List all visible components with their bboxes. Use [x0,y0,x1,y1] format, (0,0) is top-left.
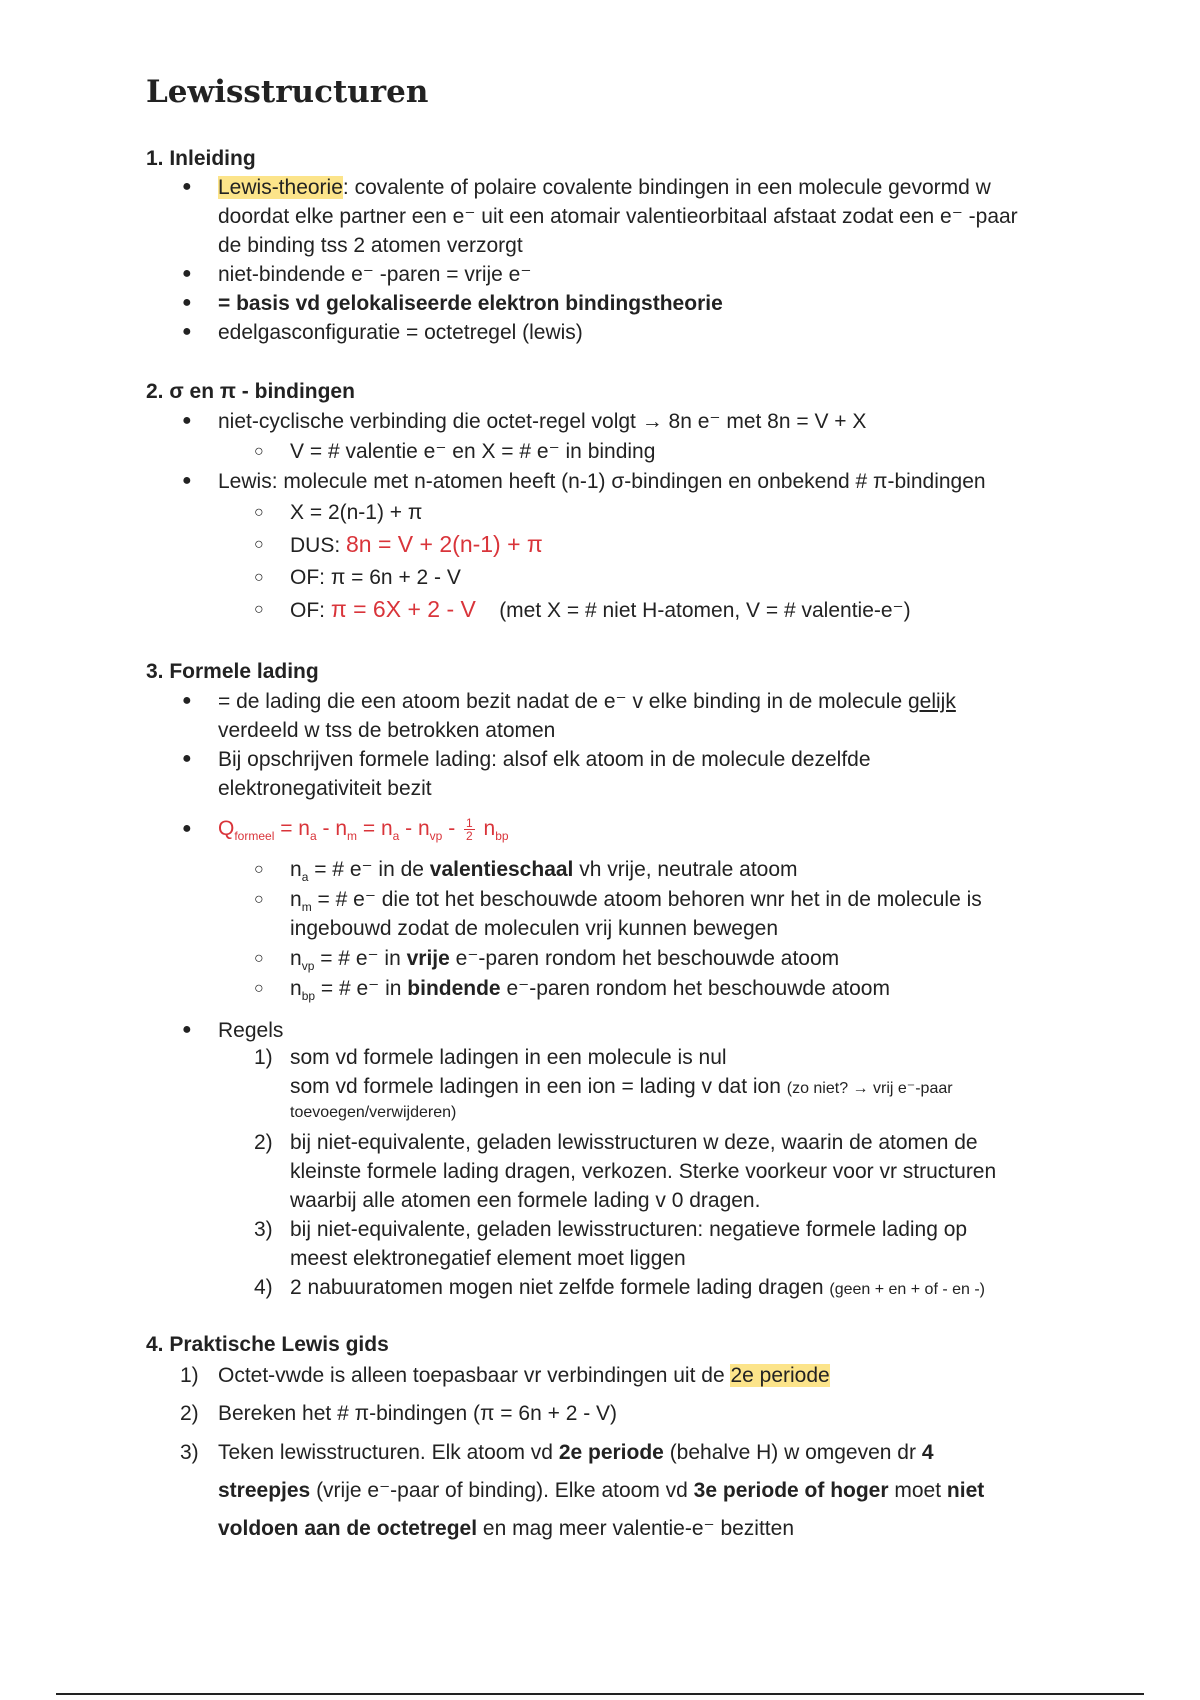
text: moet [888,1479,947,1502]
subscript: a [392,829,400,844]
bullet-circle: ○ [254,950,264,967]
bullet-circle: ○ [254,536,264,553]
guide-item-1 [218,1361,830,1390]
bullet-circle: ○ [254,891,264,908]
rule-2-line-2: kleinste formele lading dragen, verkozen. Sterke voorkeur voor vr structuren [290,1160,997,1183]
text: (met X = # niet H-atomen, V = # valentie-e⁻) [499,599,911,622]
page-title: Lewisstructuren [146,74,429,110]
bold-text: bindende [407,977,501,1000]
text: : covalente of polaire covalente bindingen in een molecule gevormd w [342,176,991,199]
section-heading-praktische-lewis-gids: 4. Praktische Lewis gids [146,1333,389,1356]
rule-1-line-1: som vd formele ladingen in een molecule is nul [290,1046,727,1069]
text: = de lading die een atoom bezit nadat de e⁻ v elke binding in de molecule [218,690,908,713]
s1-bullet-3: = basis vd gelokaliseerde elektron bindingstheorie [218,292,723,315]
bullet-dot: ● [182,265,192,282]
s3-bullet-1-line-1 [218,687,956,716]
s2-sub-4 [290,595,911,625]
list-number: 1) [180,1364,199,1387]
guide-item-3-line-1 [218,1438,934,1467]
text: 2 nabuuratomen mogen niet zelfde formele lading dragen [290,1276,830,1299]
bullet-circle: ○ [254,504,264,521]
text: en mag meer valentie-e⁻ bezitten [477,1517,794,1540]
bold-text: 2e periode [558,1441,664,1464]
text: - n [399,817,430,840]
text: (vrije e⁻-paar of binding). Elke atoom vd [310,1479,694,1502]
bullet-dot: ● [182,1021,192,1038]
bold-text: 3e periode of hoger [693,1479,889,1502]
bullet-dot: ● [182,323,192,340]
text: som vd formele ladingen in een ion = lading v dat ion [290,1075,787,1098]
small-text: (zo niet? → vrij e⁻-paar [786,1080,953,1097]
bullet-dot: ● [182,472,192,489]
bold-text: voldoen aan de octetregel [218,1517,478,1540]
small-text: (geen + en + of - en -) [829,1281,986,1298]
text: n [290,977,302,1000]
bullet-dot: ● [182,750,192,767]
text: e⁻-paren rondom het beschouwde atoom [449,947,840,970]
bold-text: streepjes [218,1479,311,1502]
red-formula: π = 6X + 2 - V [330,596,476,622]
text: - n [316,817,348,840]
rule-number: 3) [254,1218,273,1241]
s1-bullet-2: niet-bindende e⁻ -paren = vrije e⁻ [218,263,532,286]
numerator: 1 [466,815,473,830]
bold-text: vrije [406,947,450,970]
s2-sub-2 [290,530,543,560]
text: Q [218,817,235,840]
s2-sub-3: OF: π = 6n + 2 - V [290,566,461,589]
s2-sub-1: X = 2(n-1) + π [290,501,423,524]
s1-bullet-1-line-1 [218,173,991,202]
list-number: 3) [180,1441,199,1464]
text: - [442,817,462,840]
subscript: formeel [234,829,275,844]
bold-text: niet [946,1479,985,1502]
rule-number: 1) [254,1046,273,1069]
bullet-circle: ○ [254,569,264,586]
bullet-dot: ● [182,692,192,709]
bullet-circle: ○ [254,443,264,460]
text: Teken lewisstructuren. Elk atoom vd [218,1441,559,1464]
rule-3-line-2: meest elektronegatief element moet liggen [290,1247,686,1270]
subscript: bp [495,829,509,844]
subscript: vp [429,829,443,844]
subscript: vp [301,959,315,974]
s3-bullet-2-line-1: Bij opschrijven formele lading: alsof elk atoom in de molecule dezelfde [218,748,871,771]
subscript: m [301,900,312,915]
text: n [290,858,302,881]
bullet-circle: ○ [254,980,264,997]
s2-bullet-2: Lewis: molecule met n-atomen heeft (n-1) σ-bindingen en onbekend # π-bindingen [218,470,986,493]
rule-number: 4) [254,1276,273,1299]
rule-1-line-3: toevoegen/verwijderen) [290,1104,457,1121]
red-formula: 8n = V + 2(n-1) + π [346,531,543,557]
guide-item-3-line-2 [218,1476,984,1505]
text: = # e⁻ die tot het beschouwde atoom behoren wnr het in de molecule is [311,888,982,911]
rule-2-line-3: waarbij alle atomen een formele lading v 0 dragen. [290,1189,761,1212]
subscript: a [301,870,309,885]
footer-divider [56,1693,1144,1695]
s3-bullet-1-line-2: verdeeld w tss de betrokken atomen [218,719,556,742]
text: n [290,947,302,970]
highlight-lewis-theorie: Lewis-theorie [218,176,343,199]
fraction-one-half [464,817,475,842]
text: = n [274,817,310,840]
bullet-dot: ● [182,820,192,837]
text: n [290,888,302,911]
text: Octet-vwde is alleen toepasbaar vr verbindingen uit de [218,1364,731,1387]
section-heading-formele-lading: 3. Formele lading [146,660,319,683]
section-heading-inleiding: 1. Inleiding [146,147,256,170]
text: n [477,817,496,840]
text: DUS: [290,534,347,557]
subscript: bp [301,989,316,1004]
rule-3-line-1: bij niet-equivalente, geladen lewisstructuren: negatieve formele lading op [290,1218,968,1241]
s2-bullet-1-sub: V = # valentie e⁻ en X = # e⁻ in binding [290,440,656,463]
text: (behalve H) w omgeven dr [663,1441,922,1464]
bold-text: valentieschaal [429,858,574,881]
s1-bullet-4: edelgasconfiguratie = octetregel (lewis) [218,321,583,344]
underlined-word: gelijk [907,690,956,713]
rule-number: 2) [254,1131,273,1154]
subscript: a [309,829,317,844]
s1-bullet-1-line-2: doordat elke partner een e⁻ uit een atomair valentieorbitaal afstaat zodat een e⁻ -paar [218,205,1018,228]
text: = # e⁻ in [315,977,408,1000]
s2-bullet-1: niet-cyclische verbinding die octet-regel volgt → 8n e⁻ met 8n = V + X [218,410,867,433]
s1-bullet-1-line-3: de binding tss 2 atomen verzorgt [218,234,523,257]
s3-bullet-2-line-2: elektronegativiteit bezit [218,777,432,800]
s3-nbp-definition [290,974,890,1011]
s3-regels-label: Regels [218,1019,284,1042]
subscript: m [347,829,358,844]
section-heading-bindingen: 2. σ en π - bindingen [146,380,355,403]
bullet-dot: ● [182,412,192,429]
bullet-dot: ● [182,294,192,311]
denominator: 2 [466,828,473,843]
text: = # e⁻ in de [308,858,430,881]
bullet-dot: ● [182,178,192,195]
text: = n [357,817,393,840]
text: vh vrije, neutrale atoom [573,858,798,881]
highlight-2e-periode: 2e periode [730,1364,830,1387]
bullet-circle: ○ [254,861,264,878]
rule-2-line-1: bij niet-equivalente, geladen lewisstructuren w deze, waarin de atomen de [290,1131,978,1154]
s3-nm-definition-line-2: ingebouwd zodat de moleculen vrij kunnen bewegen [290,917,779,940]
formele-lading-formula [218,812,509,853]
rule-4-line-1 [290,1273,985,1304]
bold-text: 4 [921,1441,934,1464]
guide-item-2: Bereken het # π-bindingen (π = 6n + 2 - V) [218,1402,618,1425]
guide-item-3-line-3 [218,1514,794,1543]
list-number: 2) [180,1402,199,1425]
text: OF: [290,599,331,622]
text: = # e⁻ in [314,947,407,970]
bullet-circle: ○ [254,601,264,618]
text: e⁻-paren rondom het beschouwde atoom [500,977,890,1000]
